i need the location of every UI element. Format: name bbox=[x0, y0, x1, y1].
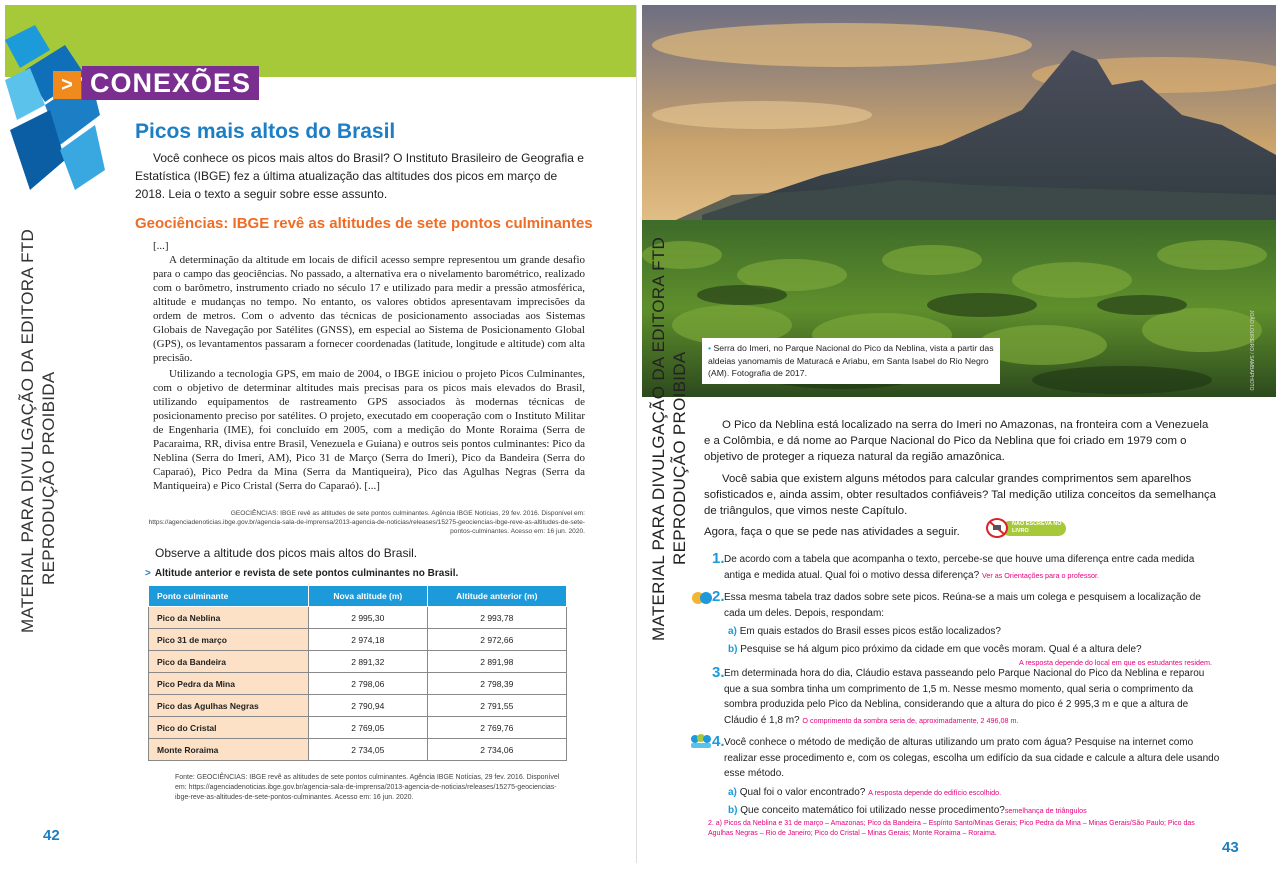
photo-caption bbox=[702, 338, 1000, 384]
question-4a-answer: A resposta depende do edifício escolhido. bbox=[868, 788, 1002, 797]
section-badge: CONEXÕES bbox=[82, 66, 259, 100]
cell-new: 2 891,32 bbox=[309, 651, 428, 673]
badge-text: NÃO ESCREVA NO LIVRO bbox=[1002, 521, 1066, 536]
table-caption-text: Altitude anterior e revista de sete pontos culminantes no Brasil. bbox=[154, 568, 459, 579]
question-2a-letter: a) bbox=[728, 626, 737, 637]
arrow-icon: > bbox=[145, 568, 151, 579]
cell-new: 2 995,30 bbox=[309, 607, 428, 629]
question-2a bbox=[728, 624, 1224, 640]
no-write-badge bbox=[986, 518, 1066, 538]
cell-name: Monte Roraima bbox=[149, 739, 309, 761]
photo-credit: JOÃO LOUREIRO / SAMBAPHOTO bbox=[1248, 310, 1254, 391]
cell-new: 2 798,06 bbox=[309, 673, 428, 695]
question-3-number: 3. bbox=[712, 664, 725, 681]
question-4b bbox=[728, 803, 1224, 819]
col-header: Altitude anterior (m) bbox=[427, 586, 566, 607]
question-2-text: Essa mesma tabela traz dados sobre sete picos. Reúna-se a mais um colega e pesquisem a localização de cada um deles. Depois, respondam: bbox=[724, 592, 1201, 619]
question-2b-text: Pesquise se há algum pico próximo da cidade em que vocês moram. Qual é a altura dele? bbox=[740, 644, 1142, 655]
cell-new: 2 769,05 bbox=[309, 717, 428, 739]
cell-old: 2 734,06 bbox=[427, 739, 566, 761]
side-text-1: MATERIAL PARA DIVULGAÇÃO DA EDITORA FTD bbox=[649, 236, 668, 641]
cell-old: 2 891,98 bbox=[427, 651, 566, 673]
cell-name: Pico das Agulhas Negras bbox=[149, 695, 309, 717]
page-42 bbox=[5, 5, 637, 863]
chevron-icon: > bbox=[53, 71, 81, 99]
group-work-icon bbox=[690, 733, 712, 749]
question-4b-text: Que conceito matemático foi utilizado nesse procedimento? bbox=[740, 805, 1005, 816]
cell-old: 2 993,78 bbox=[427, 607, 566, 629]
citation-2: Fonte: GEOCIÊNCIAS: IBGE revê as altitudes de sete pontos culminantes. Agência IBGE Notícias, 29 fev. 2016. Disponível em: https://agenciadenoticias.ibge.gov.br/agencia-sala-de-imprensa/2013-agencia-de-noticias/releases/15275-geociencias-ibge-reve-as-altitudes-de-sete-pontos-culminantes. Acesso em: 16 jun. 2020. bbox=[175, 774, 560, 801]
cell-name: Pico da Neblina bbox=[149, 607, 309, 629]
table-row bbox=[149, 695, 567, 717]
cell-name: Pico da Bandeira bbox=[149, 651, 309, 673]
table-caption bbox=[145, 568, 458, 579]
question-4-number: 4. bbox=[712, 733, 725, 750]
cell-new: 2 790,94 bbox=[309, 695, 428, 717]
page-title: Picos mais altos do Brasil bbox=[135, 120, 396, 143]
no-write-icon bbox=[986, 518, 1008, 538]
question-3-text: Em determinada hora do dia, Cláudio estava passeando pelo Parque Nacional do Pico da Neblina e reparou que a sua sombra tinha um comprimento de 1,5 m. Nesse mesmo momento, qual seria o comprimento da sombra produzida pelo Pico da Neblina, considerando que a altura do pico é 2 995,3 m e que a altura de Cláudio é 1,8 m? bbox=[724, 668, 1205, 726]
question-4-text: Você conhece o método de medição de alturas utilizando um prato com água? Pesquise na internet como realizar esse procedimento e, com os colegas, escolha um edifício da sua cidade e calcule a altura dele usando esse método. bbox=[724, 737, 1220, 779]
decorative-blocks bbox=[5, 20, 115, 195]
table-row bbox=[149, 673, 567, 695]
question-2b bbox=[728, 642, 1224, 658]
cell-name: Pico 31 de março bbox=[149, 629, 309, 651]
question-4a bbox=[728, 785, 1224, 801]
question-1-text: De acordo com a tabela que acompanha o texto, percebe-se que houve uma diferença entre cada medida antiga e medida atual. Qual foi o motivo dessa diferença? bbox=[724, 554, 1195, 581]
cell-new: 2 734,05 bbox=[309, 739, 428, 761]
table-row bbox=[149, 739, 567, 761]
bullet-icon: • bbox=[708, 343, 712, 353]
question-2b-letter: b) bbox=[728, 644, 738, 655]
table-row bbox=[149, 607, 567, 629]
ellipsis: [...] bbox=[153, 240, 169, 252]
question-2-number: 2. bbox=[712, 588, 725, 605]
article-paragraph-2: Utilizando a tecnologia GPS, em maio de 2004, o IBGE iniciou o projeto Picos Culminantes, com o objetivo de determinar altitudes mais precisas para os picos mais elevados do Brasil, utilizando equipamentos de rastreamento GPS associados às modernas técnicas de posicionamento preciso por satélites. O projeto, executado em cooperação com o Instituto Militar de Engenharia (IME), foi concluído em 2005, com a medição do Monte Roraima (Serra de Pacaraima, RR, divisa entre Brasil, Venezuela e Guiana) e outros seis pontos culminantes: Pico da Neblina (Serra do Imeri, AM), Pico 31 de Março (Serra do Imeri), Pico da Bandeira (Serra do Caparaó), Pico Pedra da Mina (Serra da Mantiqueira), Pico das Agulhas Negras (Serra da Mantiqueira) e Pico Cristal (Serra do Caparaó). [...] bbox=[153, 368, 585, 492]
question-2a-answer: 2. a) Picos da Neblina e 31 de março – Amazonas; Pico da Bandeira – Espírito Santo/Minas Gerais; Pico Pedra da Mina – Minas Gerais/São Paulo; Pico das Agulhas Negras – Rio de Janeiro; Pico do Cristal – Minas Gerais; Monte Roraima – Roraima. bbox=[708, 820, 1195, 837]
col-header: Ponto culminante bbox=[149, 586, 309, 607]
pair-work-icon bbox=[692, 590, 712, 606]
question-1-answer: Ver as Orientações para o professor. bbox=[981, 570, 1099, 580]
question-4b-answer: semelhança de triângulos bbox=[1004, 806, 1087, 815]
page-43 bbox=[642, 5, 1276, 863]
table-row bbox=[149, 629, 567, 651]
altitude-table bbox=[148, 585, 567, 761]
question-3 bbox=[724, 666, 1220, 728]
question-2b-answer: A resposta depende do local em que os estudantes residem. bbox=[1019, 658, 1212, 667]
side-text-2: REPRODUÇÃO PROIBIDA bbox=[39, 371, 58, 585]
instruction-text: Agora, faça o que se pede nas atividades a seguir. bbox=[704, 526, 960, 538]
table-row bbox=[149, 651, 567, 673]
table-header-row bbox=[149, 586, 567, 607]
cell-old: 2 798,39 bbox=[427, 673, 566, 695]
cell-old: 2 972,66 bbox=[427, 629, 566, 651]
side-text-1: MATERIAL PARA DIVULGAÇÃO DA EDITORA FTD bbox=[18, 228, 37, 633]
col-header: Nova altitude (m) bbox=[309, 586, 428, 607]
question-1 bbox=[724, 552, 1220, 583]
article-title: Geociências: IBGE revê as altitudes de sete pontos culminantes bbox=[135, 215, 593, 232]
citation-1: GEOCIÊNCIAS: IBGE revê as altitudes de sete pontos culminantes. Agência IBGE Notícias, 29 fev. 2016. Disponível em: https://agenciadenoticias.ibge.gov.br/agencia-sala-de-imprensa/2013-agencia-de-noticias/releases/15275-geociencias-ibge-reve-as-altitudes-de-sete-pontos-culminantes. Acesso em: 16 jun. 2020. bbox=[148, 510, 585, 535]
cell-name: Pico Pedra da Mina bbox=[149, 673, 309, 695]
question-3-answer: O comprimento da sombra seria de, aproximadamente, 2 496,08 m. bbox=[802, 715, 1019, 725]
question-4a-text: Qual foi o valor encontrado? bbox=[739, 787, 866, 798]
body-paragraph-2: Você sabia que existem alguns métodos para calcular grandes comprimentos sem aparelhos sofisticados e, ainda assim, obter resultados confiáveis? Tal medição utiliza conceitos da semelhança de triângulos, que vimos neste Capítulo. bbox=[704, 473, 1217, 517]
cell-new: 2 974,18 bbox=[309, 629, 428, 651]
observe-text: Observe a altitude dos picos mais altos do Brasil. bbox=[155, 546, 418, 560]
cell-old: 2 769,76 bbox=[427, 717, 566, 739]
page-number: 42 bbox=[43, 827, 60, 844]
body-paragraph-1: O Pico da Neblina está localizado na serra do Imeri no Amazonas, na fronteira com a Venezuela e a Colômbia, e dá nome ao Parque Nacional do Pico da Neblina que foi criado em 1979 com o objetivo de proteger a riqueza natural da região amazônica. bbox=[704, 419, 1209, 463]
question-2a-text: Em quais estados do Brasil esses picos estão localizados? bbox=[739, 626, 1001, 637]
intro-paragraph: Você conhece os picos mais altos do Brasil? O Instituto Brasileiro de Geografia e Estatística (IBGE) fez a última atualização das altitudes dos picos em março de 2018. Leia o texto a seguir sobre esse assunto. bbox=[135, 151, 584, 201]
question-4a-letter: a) bbox=[728, 787, 737, 798]
side-text-2: REPRODUÇÃO PROIBIDA bbox=[670, 351, 689, 565]
question-1-number: 1. bbox=[712, 550, 725, 567]
page-number: 43 bbox=[1222, 839, 1239, 856]
article-paragraph-1: A determinação da altitude em locais de difícil acesso sempre representou um grande desafio para o campo das geociências. No passado, a alternativa era o nivelamento barométrico, realizado com o barômetro, instrumento criado no século 17 e utilizado para medir a pressão atmosférica, altitude e mudanças no tempo. No entanto, os valores obtidos apresentavam imprecisões da ordem de metros. Com o advento das técnicas de posicionamento associadas aos Sistemas Globais de Navegação por Satélites (GNSS), em especial ao Sistema de Posicionamento Global (GPS), os levantamentos passaram a fornecer coordenadas (latitude, longitude e altitude) com alta precisão. bbox=[153, 254, 585, 364]
question-4b-letter: b) bbox=[728, 805, 738, 816]
cell-name: Pico do Cristal bbox=[149, 717, 309, 739]
photo-caption-text: Serra do Imeri, no Parque Nacional do Pico da Neblina, vista a partir das aldeias yanomamis de Maturacá e Ariabu, em Santa Isabel do Rio Negro (AM). Fotografia de 2017. bbox=[708, 343, 994, 378]
cell-old: 2 791,55 bbox=[427, 695, 566, 717]
table-row bbox=[149, 717, 567, 739]
